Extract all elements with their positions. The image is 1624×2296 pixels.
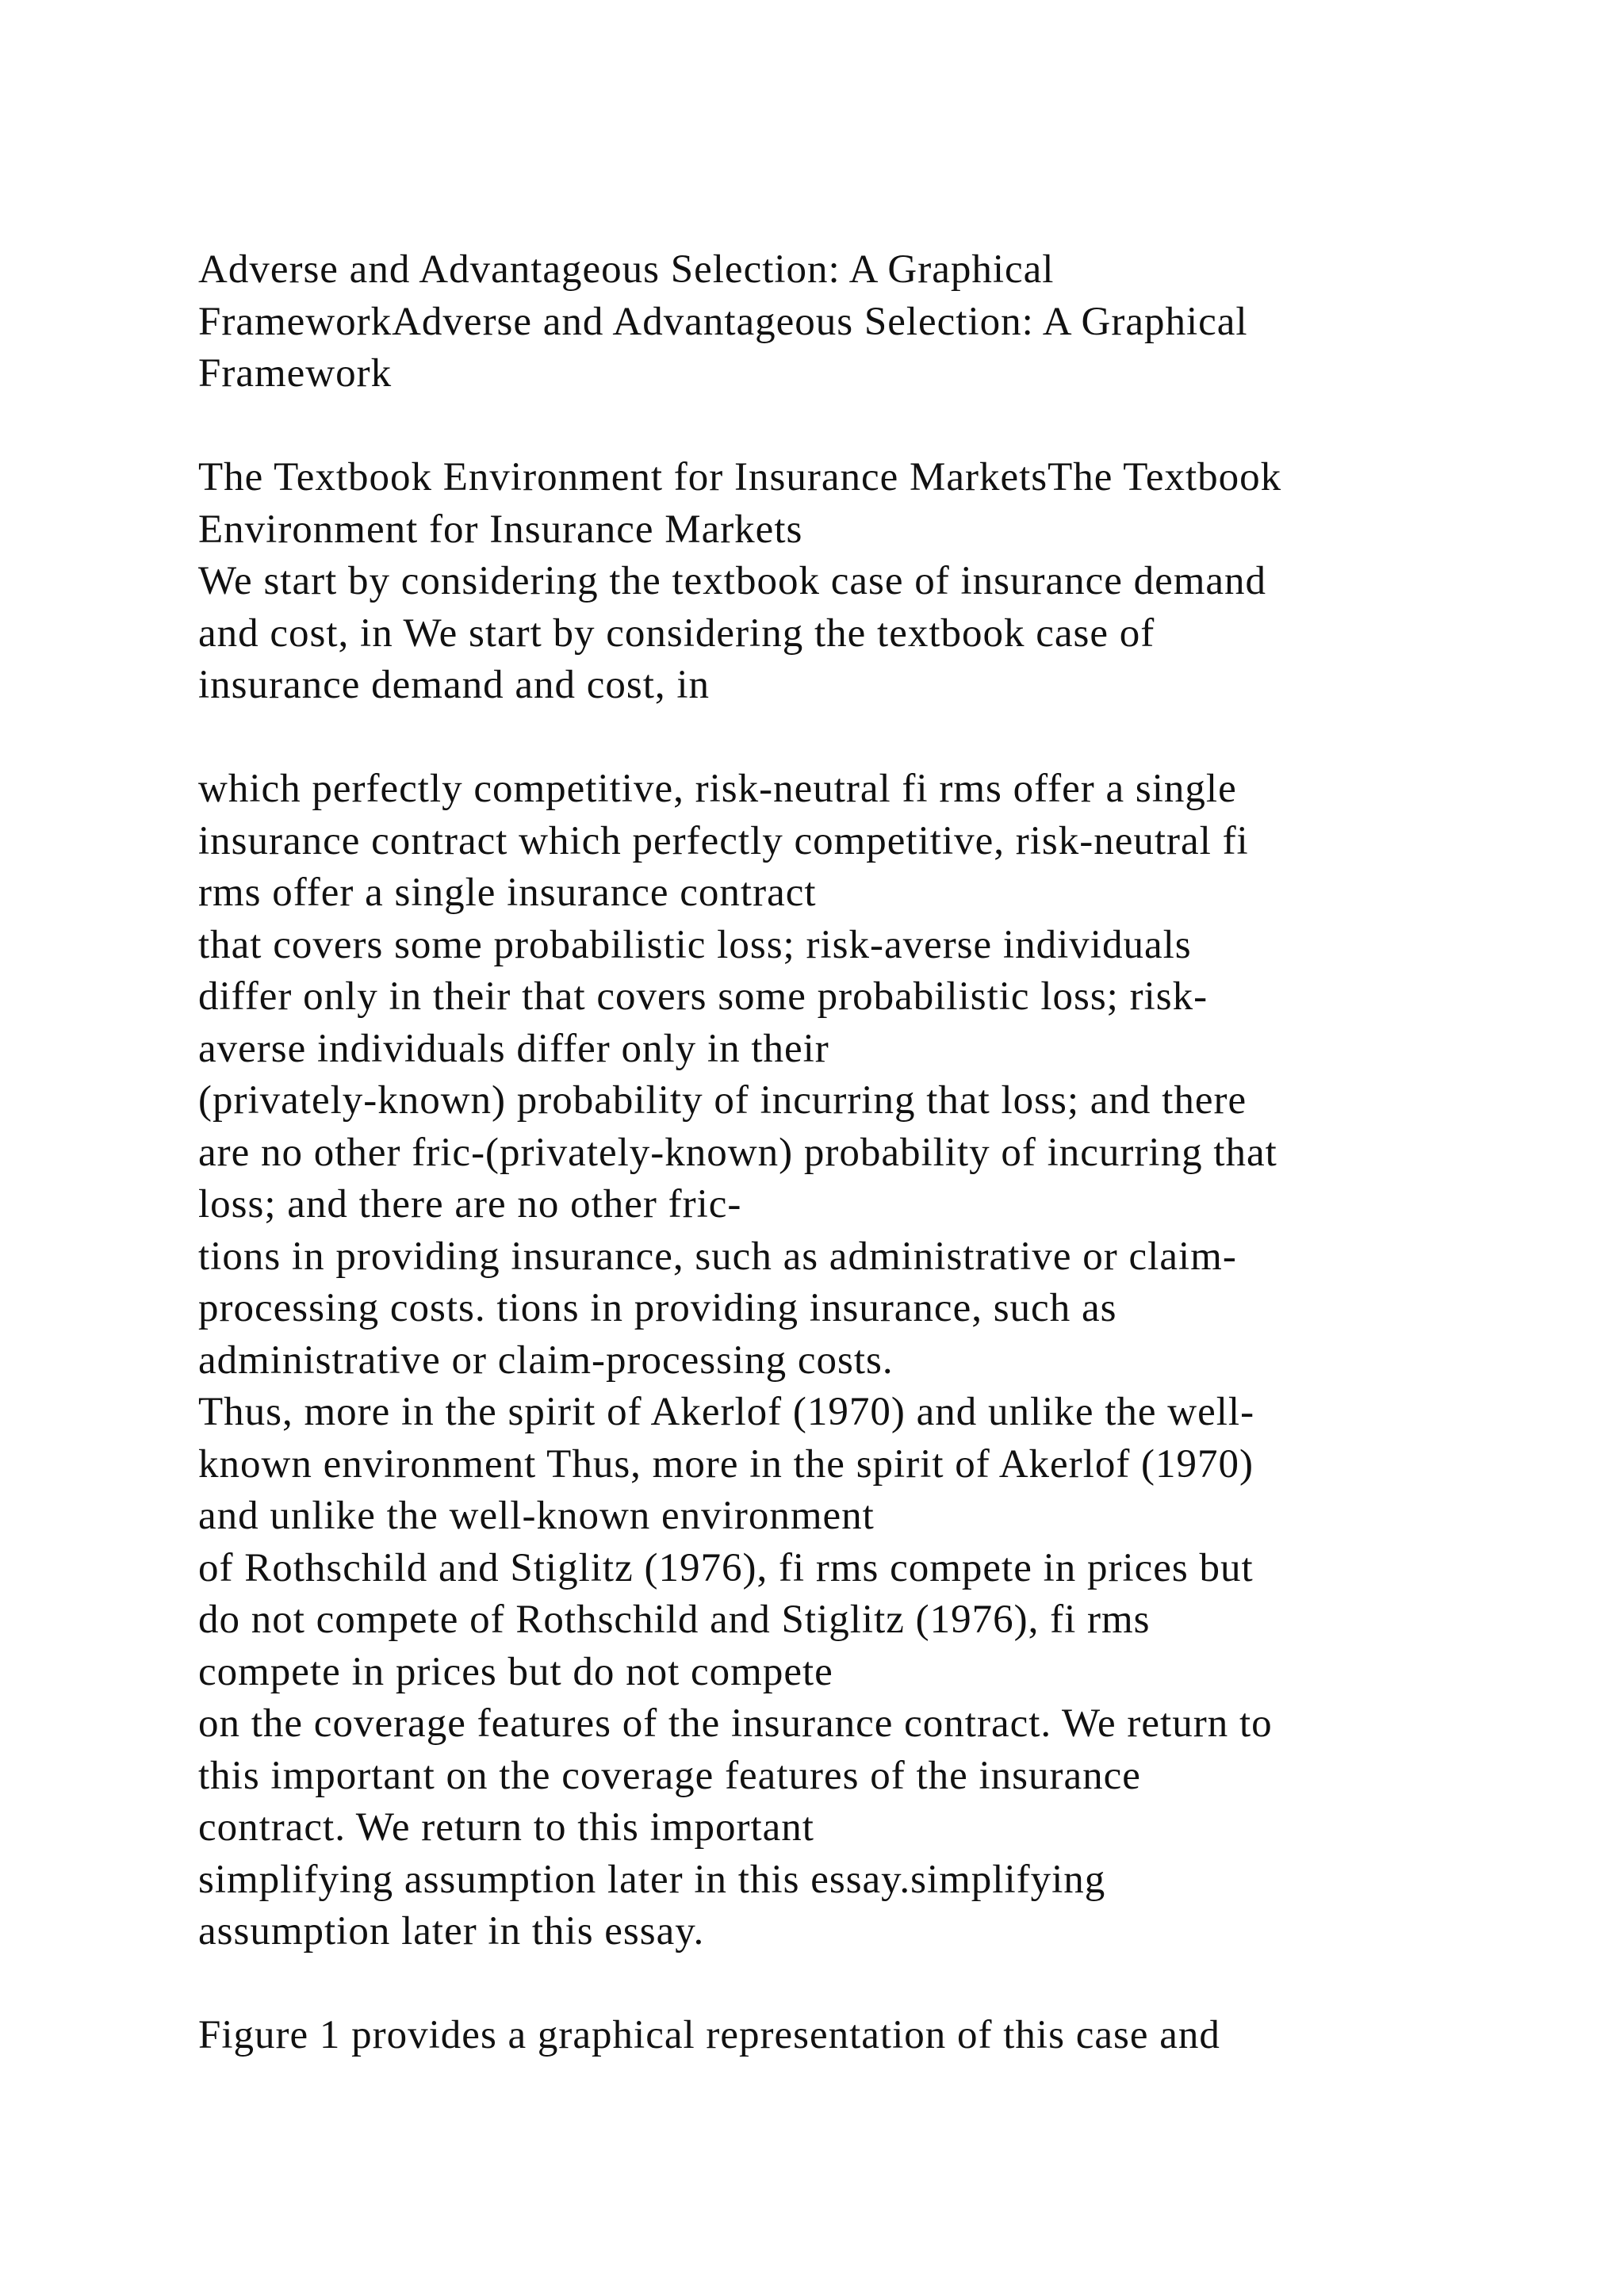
text-line: on the coverage features of the insurance contract. We return to xyxy=(198,1701,1273,1746)
blank-line xyxy=(198,1958,1499,2011)
text-line: averse individuals differ only in their xyxy=(198,1026,829,1071)
text-line: rms offer a single insurance contract xyxy=(198,871,817,915)
document-text xyxy=(198,244,1499,2062)
text-line: We start by considering the textbook case of insurance demand xyxy=(198,559,1267,603)
text-line: compete in prices but do not compete xyxy=(198,1649,833,1694)
text-line: FrameworkAdverse and Advantageous Selection: A Graphical xyxy=(198,299,1248,344)
text-line: that covers some probabilistic loss; risk-averse individuals xyxy=(198,922,1192,967)
text-line: this important on the coverage features of the insurance xyxy=(198,1753,1141,1798)
text-line: and unlike the well-known environment xyxy=(198,1494,875,1538)
text-line: simplifying assumption later in this essay.simplifying xyxy=(198,1857,1106,1902)
text-line: tions in providing insurance, such as administrative or claim- xyxy=(198,1234,1237,1279)
text-line: are no other fric-(privately-known) probability of incurring that xyxy=(198,1130,1277,1175)
text-line: Environment for Insurance Markets xyxy=(198,507,803,552)
text-line: administrative or claim-processing costs. xyxy=(198,1337,894,1383)
text-line: and cost, in We start by considering the textbook case of xyxy=(198,610,1155,656)
blank-line xyxy=(198,712,1499,764)
text-line: differ only in their that covers some probabilistic loss; risk- xyxy=(198,974,1208,1019)
text-line: Adverse and Advantageous Selection: A Graphical xyxy=(198,247,1055,292)
text-line: Thus, more in the spirit of Akerlof (1970) and unlike the well- xyxy=(198,1390,1255,1434)
text-line: assumption later in this essay. xyxy=(198,1909,705,1954)
text-line: contract. We return to this important xyxy=(198,1805,814,1850)
text-line: insurance demand and cost, in xyxy=(198,663,710,707)
text-line: of Rothschild and Stiglitz (1976), fi rms compete in prices but xyxy=(198,1545,1254,1590)
text-line: which perfectly competitive, risk-neutral fi rms offer a single xyxy=(198,767,1237,811)
text-line: insurance contract which perfectly competitive, risk-neutral fi xyxy=(198,818,1249,863)
text-line: (privately-known) probability of incurring that loss; and there xyxy=(198,1078,1247,1123)
text-line: The Textbook Environment for Insurance MarketsThe Textbook xyxy=(198,455,1282,499)
text-line: loss; and there are no other fric- xyxy=(198,1182,742,1226)
text-line: processing costs. tions in providing insurance, such as xyxy=(198,1286,1117,1330)
text-line: do not compete of Rothschild and Stiglitz (1976), fi rms xyxy=(198,1598,1151,1642)
text-line: known environment Thus, more in the spirit of Akerlof (1970) xyxy=(198,1441,1254,1487)
text-line: Figure 1 provides a graphical representation of this case and xyxy=(198,2013,1220,2057)
blank-line xyxy=(198,400,1499,453)
text-line: Framework xyxy=(198,351,393,396)
